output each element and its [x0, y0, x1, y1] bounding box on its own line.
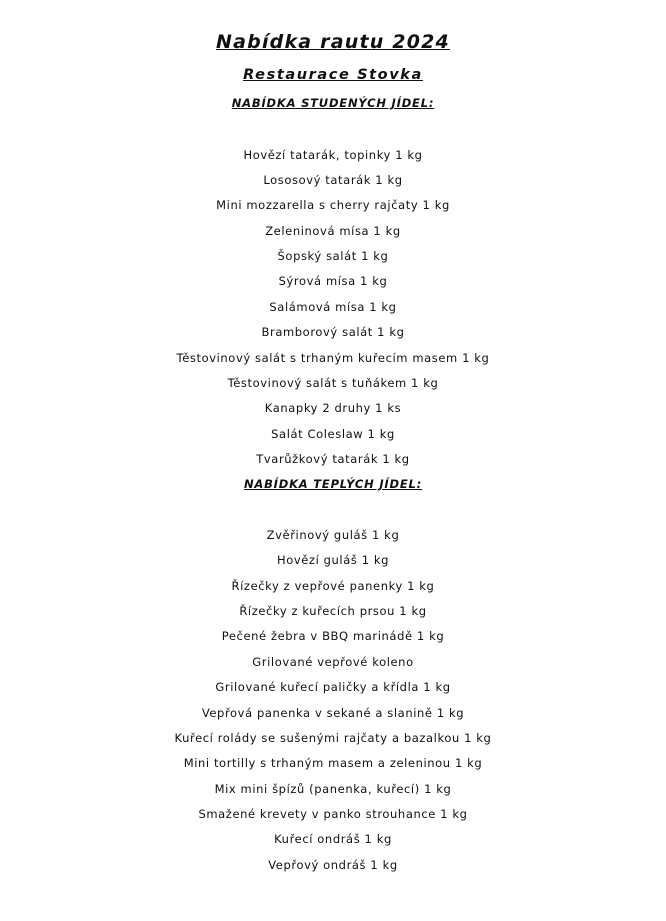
- hot-menu-item: Mini tortilly s trhaným masem a zeleninou 1 kg: [183, 756, 483, 770]
- hot-menu-item: Vepřový ondráš 1 kg: [268, 858, 398, 872]
- cold-menu-item: Zeleninová mísa 1 kg: [265, 224, 401, 238]
- cold-menu-item: Lososový tatarák 1 kg: [263, 173, 403, 187]
- hot-section-heading: NABÍDKA TEPLÝCH JÍDEL:: [243, 477, 423, 491]
- cold-menu-item: Tvarůžkový tatarák 1 kg: [256, 452, 410, 466]
- cold-menu-item: Sýrová mísa 1 kg: [278, 274, 388, 288]
- hot-menu-item: Smažené krevety v panko strouhance 1 kg: [198, 807, 468, 821]
- cold-menu-item: Těstovinový salát s trhaným kuřecím masem 1 kg: [176, 351, 490, 365]
- cold-menu-item: Kanapky 2 druhy 1 ks: [264, 401, 402, 415]
- cold-menu-item: Salámová mísa 1 kg: [269, 300, 397, 314]
- hot-menu-item: Kuřecí rolády se sušenými rajčaty a bazalkou 1 kg: [174, 731, 492, 745]
- cold-menu-item: Šopský salát 1 kg: [277, 249, 389, 263]
- cold-menu-item: Těstovinový salát s tuňákem 1 kg: [227, 376, 439, 390]
- hot-menu-item: Řízečky z vepřové panenky 1 kg: [231, 579, 435, 593]
- cold-section-heading: NABÍDKA STUDENÝCH JÍDEL:: [231, 96, 435, 110]
- hot-menu-item: Kuřecí ondráš 1 kg: [274, 832, 392, 846]
- hot-menu-item: Mix mini špízů (panenka, kuřecí) 1 kg: [214, 782, 452, 796]
- restaurant-name: Restaurace Stovka: [243, 67, 423, 83]
- hot-menu-item: Hovězí guláš 1 kg: [276, 553, 390, 567]
- cold-menu-item: Mini mozzarella s cherry rajčaty 1 kg: [216, 198, 450, 212]
- hot-menu-item: Řízečky z kuřecích prsou 1 kg: [239, 604, 427, 618]
- hot-menu-item: Grilované vepřové koleno: [252, 655, 414, 669]
- hot-menu-item: Zvěřinový guláš 1 kg: [266, 528, 400, 542]
- cold-menu-item: Bramborový salát 1 kg: [261, 325, 405, 339]
- cold-menu-item: Hovězí tatarák, topinky 1 kg: [243, 148, 423, 162]
- hot-menu-item: Grilované kuřecí paličky a křídla 1 kg: [215, 680, 451, 694]
- hot-menu-item: Vepřová panenka v sekané a slanině 1 kg: [201, 706, 465, 720]
- page-title: Nabídka rautu 2024: [216, 31, 450, 53]
- hot-menu-item: Pečené žebra v BBQ marinádě 1 kg: [221, 629, 445, 643]
- cold-menu-item: Salát Coleslaw 1 kg: [271, 427, 395, 441]
